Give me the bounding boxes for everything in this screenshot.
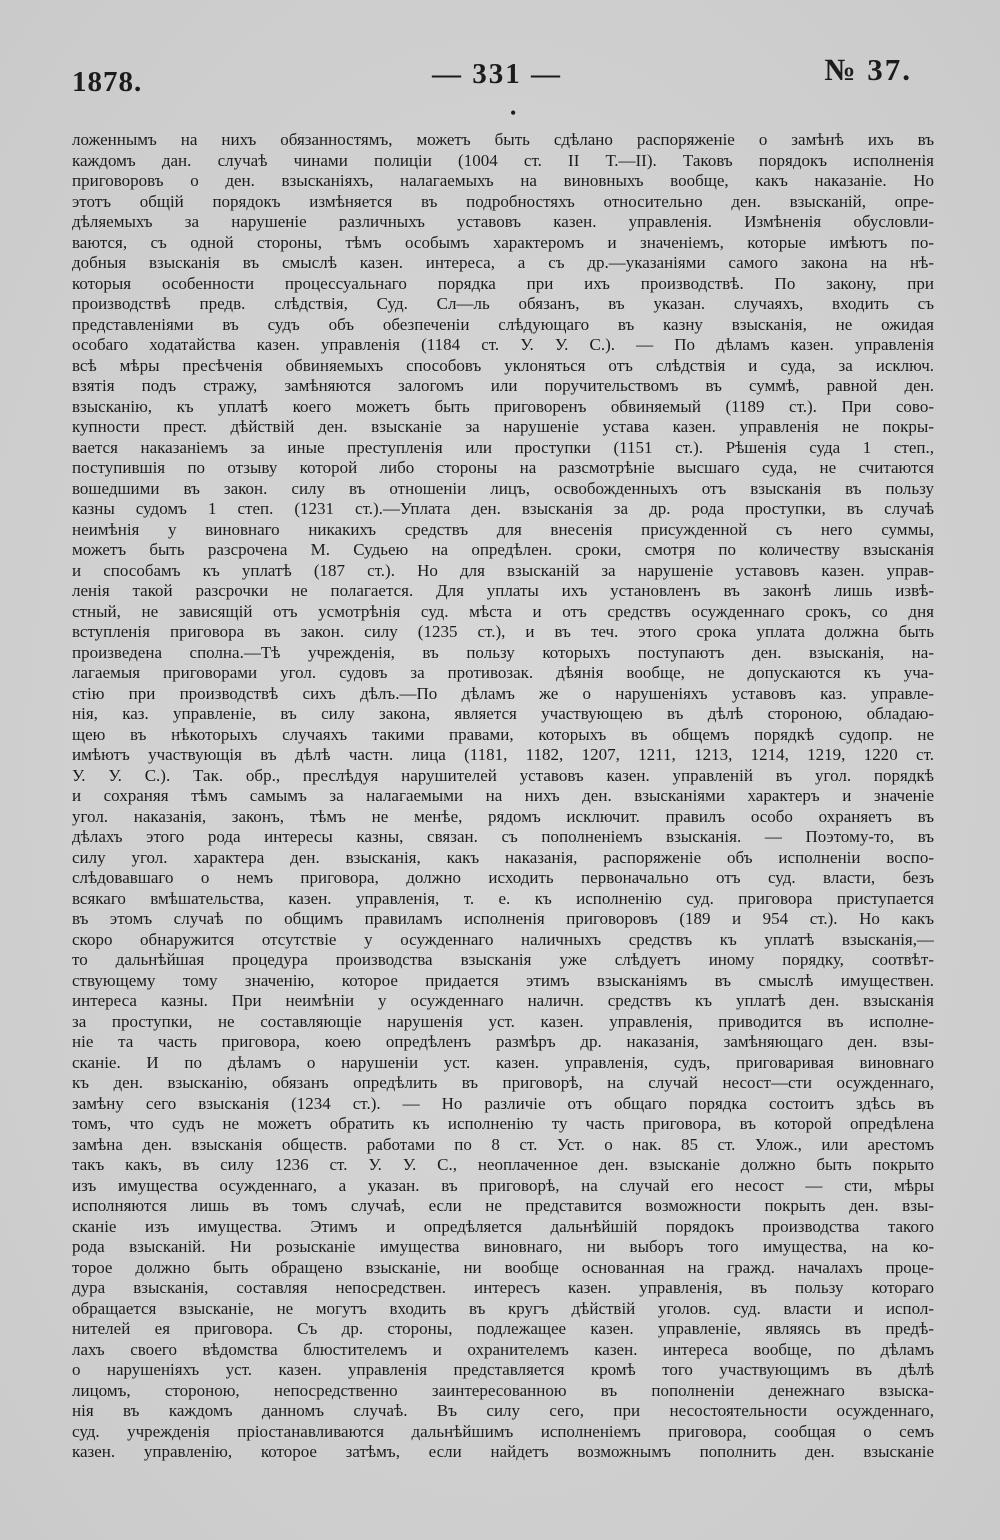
- header-dot-ornament: •: [510, 103, 517, 123]
- text-line: о нарушеніяхъ уст. казен. управленія представляется кромѣ того участвующимъ въ дѣлѣ: [72, 1360, 934, 1379]
- text-line: такъ какъ, въ силу 1236 ст. У. У. С., неоплаченное ден. взысканіе должно быть покрыто: [72, 1155, 934, 1174]
- text-line: замѣну сего взысканія (1234 ст.). — Но различіе отъ общаго порядка состоитъ здѣсь въ: [72, 1093, 934, 1113]
- text-line: лахъ своего вѣдомства блюстителемъ и охранителемъ казен. интереса вообще, по дѣламъ: [72, 1339, 934, 1359]
- text-line: интереса казны. При неимѣніи у осужденнаго наличн. средствъ къ уплатѣ ден. взысканія: [72, 991, 934, 1010]
- text-line: вается наказаніемъ за иные преступленія или проступки (1151 ст.). Рѣшенія суда 1 степ.,: [72, 437, 934, 457]
- text-line: казны судомъ 1 степ. (1231 ст.).—Уплата ден. взысканія за др. рода проступки, въ случаѣ: [72, 499, 934, 518]
- text-line: ленія такой разсрочки не полагается. Для уплаты ихъ установленъ въ законѣ лишь извѣ-: [72, 581, 934, 600]
- text-line: къ ден. взысканію, обязанъ опредѣлить въ приговорѣ, на случай несост—сти осужденнаго,: [72, 1073, 934, 1092]
- text-line: взысканію, къ уплатѣ коего можетъ быть приговоренъ обвиняемый (1189 ст.). При сово-: [72, 396, 934, 416]
- text-line: дѣляемыхъ за нарушеніе различныхъ уставовъ казен. управленія. Измѣненія обусловли-: [72, 212, 934, 231]
- text-line: особаго ходатайства казен. управленія (1184 ст. У. У. С.). — По дѣламъ казен. управленія: [72, 335, 934, 354]
- text-line: произведена сполна.—Тѣ учрежденія, въ пользу которыхъ поступаютъ ден. взысканія, на-: [72, 642, 934, 662]
- text-line: и сохраняя тѣмъ самымъ за налагаемыми на нихъ ден. взысканіями характеръ и значеніе: [72, 786, 934, 805]
- text-line: рода взысканій. Ни розысканіе имущества виновнаго, ни выборъ того имущества, на ко-: [72, 1237, 934, 1256]
- text-line: приговоровъ о ден. взысканіяхъ, налагаемыхъ на виновныхъ вообще, какъ наказаніе. Но: [72, 171, 934, 190]
- text-line: сканіе. И по дѣламъ о нарушеніи уст. казен. управленія, судъ, приговаривая виновнаго: [72, 1052, 934, 1072]
- text-line: этотъ общій порядокъ измѣняется въ подробностяхъ относительно ден. взысканій, опре-: [72, 191, 934, 211]
- text-line: нія въ каждомъ данномъ случаѣ. Въ силу сего, при несостоятельности осужденнаго,: [72, 1401, 934, 1420]
- text-line: силу угол. характера ден. взысканія, какъ наказанія, распоряженіе объ исполненіи воспо-: [72, 847, 934, 867]
- text-line: и способамъ къ уплатѣ (187 ст.). Но для взысканій за нарушеніе уставовъ казен. управ-: [72, 560, 934, 580]
- text-line: нія, каз. управленіе, въ силу закона, является участвующею въ дѣлѣ стороною, обладаю-: [72, 704, 934, 723]
- text-line: ложеннымъ на нихъ обязанностямъ, можетъ быть сдѣлано распоряженіе о замѣнѣ ихъ въ: [72, 130, 934, 149]
- text-line: стію при производствѣ сихъ дѣлъ.—По дѣламъ же о нарушеніяхъ уставовъ каз. управле-: [72, 683, 934, 703]
- text-line: представленіями въ судъ объ обезпеченіи слѣдующаго въ казну взысканія, не ожидая: [72, 314, 934, 334]
- text-line: дѣлахъ этого рода интересы казны, связан. съ пополненіемъ взысканія. — Поэтому-то, въ: [72, 827, 934, 846]
- text-line: нителей ея приговора. Съ др. стороны, подлежащее казен. управленіе, являясь въ предѣ-: [72, 1319, 934, 1338]
- text-line: неимѣнія у виновнаго никакихъ средствъ для внесенія присужденной съ него суммы,: [72, 519, 934, 539]
- text-line: угол. наказанія, законъ, тѣмъ не менѣе, рядомъ исключит. правилъ особо охраняетъ въ: [72, 806, 934, 826]
- header-year: 1878.: [72, 66, 143, 98]
- text-line: поступившія по отзыву которой либо стороны на разсмотрѣніе высшаго суда, не считаются: [72, 458, 934, 477]
- text-line: можетъ быть разсрочена М. Судьею на опредѣлен. сроки, смотря по количеству взысканія: [72, 540, 934, 559]
- text-line: вошедшими въ закон. силу въ отношеніи лицъ, освобожденныхъ отъ взысканія въ пользу: [72, 478, 934, 498]
- text-line: ваются, съ одной стороны, тѣмъ особымъ характеромъ и значеніемъ, которые имѣютъ по-: [72, 232, 934, 252]
- header-issue-number: № 37.: [824, 52, 912, 87]
- text-line: купности прест. дѣйствій ден. взысканіе за нарушеніе устава казен. управленія не покры-: [72, 417, 934, 436]
- text-line: казен. управленію, которое затѣмъ, если найдетъ возможнымъ пополнить ден. взысканіе: [72, 1442, 934, 1461]
- text-line: всякаго вмѣшательства, казен. управленія, т. е. къ исполненію суд. приговора приступается: [72, 888, 934, 908]
- text-line: замѣна ден. взысканія обществ. работами по 8 ст. Уст. о нак. 85 ст. Улож., или арестомъ: [72, 1134, 934, 1154]
- text-line: суд. учрежденія пріостанавливаются дальнѣйшимъ исполненіемъ приговора, сообщая о семъ: [72, 1421, 934, 1441]
- text-line: сканіе изъ имущества. Этимъ и опредѣляется дальнѣйшій порядокъ производства такого: [72, 1216, 934, 1236]
- text-line: обращается взысканіе, не могутъ входить въ кругъ дѣйствій уголов. суд. власти и испол-: [72, 1298, 934, 1318]
- text-line: которыя особенности процессуальнаго порядка при ихъ производствѣ. По закону, при: [72, 273, 934, 293]
- text-line: добныя взысканія въ смыслѣ казен. интереса, а съ др.—указаніями самого закона на нѣ-: [72, 253, 934, 272]
- text-line: то дальнѣйшая процедура производства взысканія уже слѣдуетъ иному порядку, соотвѣт-: [72, 950, 934, 969]
- text-line: слѣдовавшаго о немъ приговора, должно исходить первоначально отъ суд. власти, безъ: [72, 868, 934, 887]
- text-line: У. У. С.). Так. обр., преслѣдуя нарушителей уставовъ казен. управленій въ угол. порядкѣ: [72, 765, 934, 785]
- text-line: каждомъ дан. случаѣ чинами полиціи (1004 ст. II Т.—II). Таковъ порядокъ исполненія: [72, 150, 934, 170]
- article-body: [72, 130, 934, 1463]
- text-line: исполняются лишь въ томъ случаѣ, если не представится возможности покрыть ден. взы-: [72, 1196, 934, 1215]
- text-line: стный, не зависящій отъ усмотрѣнія суд. мѣста и отъ средствъ осужденнаго срокъ, со дня: [72, 601, 934, 621]
- text-line: ствующему тому значенію, которое придается этимъ взысканіямъ въ смыслѣ имуществен.: [72, 970, 934, 990]
- text-line: ніе та часть приговора, коею опредѣленъ размѣръ др. наказанія, замѣняющаго ден. взы-: [72, 1032, 934, 1051]
- text-line: имѣютъ участвующія въ дѣлѣ частн. лица (1181, 1182, 1207, 1211, 1213, 1214, 1219, 1220 ст.: [72, 745, 934, 764]
- text-line: дура взысканія, составляя непосредствен. интересъ казен. управленія, въ пользу котораго: [72, 1278, 934, 1297]
- page-header: [72, 52, 912, 112]
- text-line: за проступки, не составляющіе нарушенія уст. казен. управленія, приводится въ исполне-: [72, 1011, 934, 1031]
- text-line: скоро обнаружится отсутствіе у осужденнаго наличныхъ средствъ къ уплатѣ взысканія,—: [72, 929, 934, 949]
- text-line: вступленія приговора въ закон. силу (1235 ст.), и въ теч. этого срока уплата должна быть: [72, 622, 934, 641]
- text-line: производствѣ предв. слѣдствія, Суд. Сл—ль обязанъ, въ указан. случаяхъ, входить съ: [72, 294, 934, 313]
- text-line: лицомъ, стороною, непосредственно заинтересованною въ пополненіи денежнаго взыска-: [72, 1380, 934, 1400]
- text-line: взятія подъ стражу, замѣняются залогомъ или поручительствомъ въ суммѣ, равной ден.: [72, 376, 934, 395]
- text-line: въ этомъ случаѣ по общимъ правиламъ исполненія приговоровъ (189 и 954 ст.). Но какъ: [72, 909, 934, 928]
- text-line: изъ имущества осужденнаго, а указан. въ приговорѣ, на случай его несост — сти, мѣры: [72, 1175, 934, 1195]
- header-page-number: — 331 —: [432, 58, 562, 90]
- text-line: томъ, что судъ не можетъ обратить къ исполненію ту часть приговора, въ которой опредѣлена: [72, 1114, 934, 1133]
- text-line: щею въ нѣкоторыхъ случаяхъ такими правами, которыхъ въ общемъ порядкѣ судопр. не: [72, 724, 934, 744]
- text-line: торое должно быть обращено взысканіе, ни вообще основанная на гражд. началахъ проце-: [72, 1257, 934, 1277]
- text-line: всѣ мѣры пресѣченія обвиняемыхъ способовъ уклоняться отъ слѣдствія и суда, за исключ.: [72, 355, 934, 375]
- text-line: лагаемыя приговорами угол. судовъ за противозак. дѣянія вообще, не допускаются къ уча-: [72, 663, 934, 682]
